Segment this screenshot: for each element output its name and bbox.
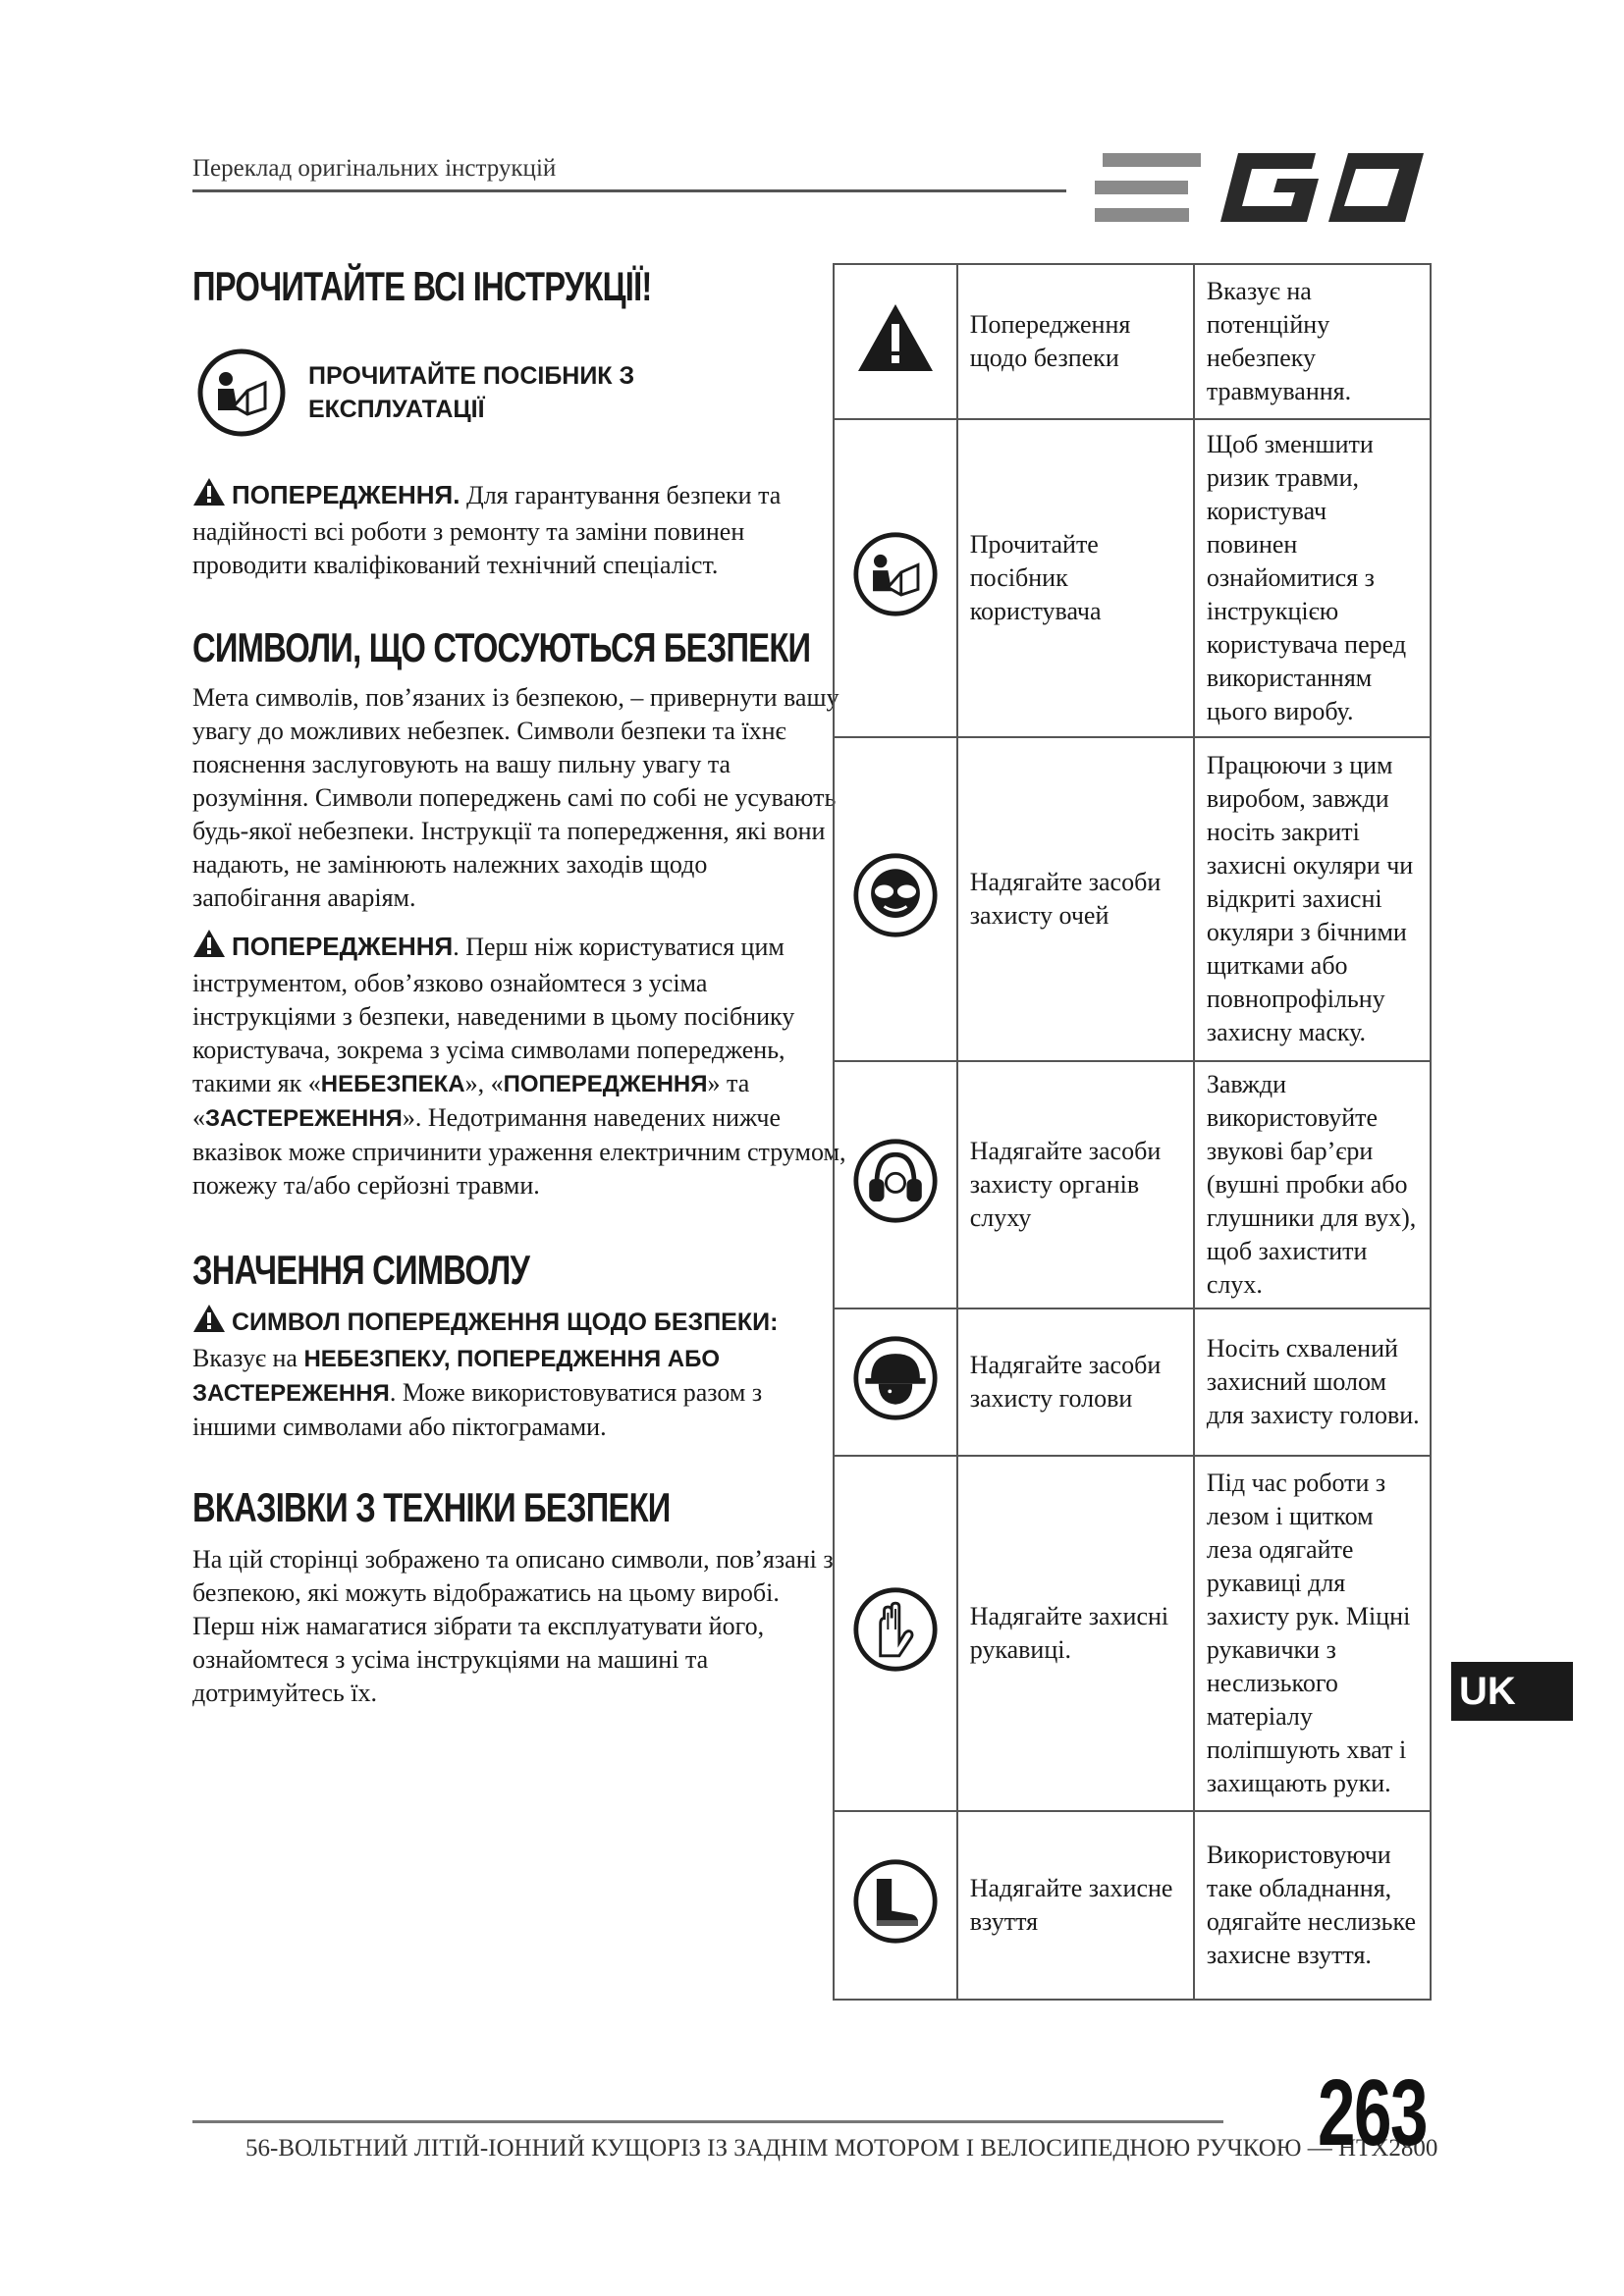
head-protection-icon [852, 1335, 939, 1421]
eye-protection-icon [852, 852, 939, 938]
warning-paragraph-1 [192, 477, 840, 582]
footer-divider [192, 2120, 1223, 2123]
read-manual-icon [852, 531, 939, 617]
table-row [834, 264, 1431, 419]
ear-protection-icon [852, 1138, 939, 1224]
page-number: 263 [1318, 2060, 1428, 2165]
table-symbol-description: Щоб зменшити ризик травми, користувач повинен ознайомитися з інструкцією користувача перед використанням цього виробу. [1194, 419, 1431, 737]
table-symbol-description: Носіть схвалений захисний шолом для захисту голови. [1194, 1308, 1431, 1456]
term-warning: ПОПЕРЕДЖЕННЯ [503, 1071, 708, 1097]
table-icon-cell [834, 737, 957, 1061]
table-symbol-name: Надягайте засоби захисту очей [957, 737, 1194, 1061]
warning-text-part-1: . Перш ніж користуватися цим інструментом, обов’язково ознайомтеся з усіма інструкціями з безпеки, наведеними в цьому посібнику користувача, зокрема з усіма символами попереджень, такими як « [192, 933, 795, 1097]
table-row [834, 1308, 1431, 1456]
safety-boots-icon [852, 1858, 939, 1945]
gloves-icon [852, 1586, 939, 1673]
table-symbol-description: Завжди використовуйте звукові бар’єри (вушні пробки або глушники для вух), щоб захистити слух. [1194, 1061, 1431, 1308]
table-symbol-name: Попередження щодо безпеки [957, 264, 1194, 419]
separator-2: » та « [192, 1069, 750, 1132]
term-danger: НЕБЕЗПЕКА [320, 1071, 465, 1097]
read-manual-label: ПРОЧИТАЙТЕ ПОСІБНИК З ЕКСПЛУАТАЦІЇ [308, 362, 635, 423]
symbol-meaning-paragraph [192, 1304, 821, 1444]
table-symbol-description: Під час роботи з лезом і щитком леза одягайте рукавиці для захисту рук. Міцні рукавички з неслизького матеріалу поліпшують хват і захищають руки. [1194, 1456, 1431, 1811]
table-symbol-description: Вказує на потенційну небезпеку травмування. [1194, 264, 1431, 419]
table-icon-cell [834, 1308, 957, 1456]
header-divider [192, 189, 1066, 192]
header-subtitle: Переклад оригінальних інструкцій [192, 155, 557, 182]
section-title-read-instructions: ПРОЧИТАЙТЕ ВСІ ІНСТРУКЦІЇ! [192, 263, 652, 309]
table-row [834, 1811, 1431, 2000]
table-row [834, 1456, 1431, 1811]
separator-1: », « [464, 1069, 504, 1097]
language-tab: UK [1451, 1662, 1573, 1721]
warning-triangle-icon [192, 929, 226, 967]
symbol-meaning-label: СИМВОЛ ПОПЕРЕДЖЕННЯ ЩОДО БЕЗПЕКИ: [232, 1308, 779, 1336]
table-symbol-name: Надягайте захисні рукавиці. [957, 1456, 1194, 1811]
table-icon-cell [834, 1061, 957, 1308]
table-icon-cell [834, 1456, 957, 1811]
warning-triangle-icon [856, 302, 935, 373]
table-icon-cell [834, 1811, 957, 2000]
table-symbol-description: Працюючи з цим виробом, завжди носіть закриті захисні окуляри чи відкриті захисні окуляри з бічними щитками або повнопрофільну захисну маску. [1194, 737, 1431, 1061]
table-row [834, 1061, 1431, 1308]
warning-paragraph-2 [192, 929, 852, 1202]
table-row [834, 419, 1431, 737]
table-row [834, 737, 1431, 1061]
symbol-meaning-text-1: Вказує на [192, 1344, 304, 1372]
table-symbol-name: Надягайте захисне взуття [957, 1811, 1194, 2000]
term-caution: ЗАСТЕРЕЖЕННЯ [205, 1105, 403, 1132]
safety-instructions-body: На цій сторінці зображено та описано символи, пов’язані з безпекою, які можуть відображатись на цьому виробі. Перш ніж намагатися зібрати та експлуатувати його, ознайомтеся з усіма інструкціями на машині та дотримуйтесь їх. [192, 1545, 834, 1707]
symbol-meaning-terms: НЕБЕЗПЕКУ, ПОПЕРЕДЖЕННЯ АБО ЗАСТЕРЕЖЕННЯ [192, 1346, 720, 1407]
safety-symbols-body: Мета символів, пов’язаних із безпекою, – привернути вашу увагу до можливих небезпек. Символи безпеки та їхнє пояснення заслуговують на вашу пильну увагу та розуміння. Символи попереджень самі по собі не усувають будь-якої небезпеки. Інструкції та попередження, які вони надають, не замінюють належних заходів щодо запобігання аваріям. [192, 683, 839, 912]
warning-word: ПОПЕРЕДЖЕННЯ. [232, 480, 460, 509]
safety-symbols-table [833, 263, 1432, 2001]
section-title-symbol-meaning: ЗНАЧЕННЯ СИМВОЛУ [192, 1247, 530, 1293]
warning-word: ПОПЕРЕДЖЕННЯ [232, 932, 454, 961]
read-manual-icon [196, 347, 287, 438]
table-icon-cell [834, 419, 957, 737]
warning-text-part-2: ». Недотримання наведених нижче вказівок може спричинити ураження електричним струмом, пожежу та/або серйозні травми. [192, 1103, 846, 1200]
table-symbol-description: Використовуючи таке обладнання, одягайте неслизьке захисне взуття. [1194, 1811, 1431, 2000]
ego-logo [1095, 147, 1434, 228]
table-icon-cell [834, 264, 957, 419]
warning-text: Для гарантування безпеки та надійності всі роботи з ремонту та заміни повинен проводити кваліфікований технічний спеціаліст. [192, 481, 782, 579]
warning-triangle-icon [192, 1304, 226, 1342]
footer-title: 56-ВОЛЬТНИЙ ЛІТІЙ-ІОННИЙ КУЩОРІЗ ІЗ ЗАДНІМ МОТОРОМ І ВЕЛОСИПЕДНОЮ РУЧКОЮ — HTX2800 [245, 2135, 1438, 2162]
warning-triangle-icon [192, 477, 226, 515]
section-title-safety-symbols: СИМВОЛИ, ЩО СТОСУЮТЬСЯ БЕЗПЕКИ [192, 624, 811, 670]
table-symbol-name: Надягайте засоби захисту голови [957, 1308, 1194, 1456]
symbol-meaning-text-2: . Може використовуватися разом з іншими символами або піктограмами. [192, 1378, 763, 1441]
table-symbol-name: Прочитайте посібник користувача [957, 419, 1194, 737]
section-title-safety-instructions: ВКАЗІВКИ З ТЕХНІКИ БЕЗПЕКИ [192, 1484, 671, 1530]
table-symbol-name: Надягайте засоби захисту органів слуху [957, 1061, 1194, 1308]
